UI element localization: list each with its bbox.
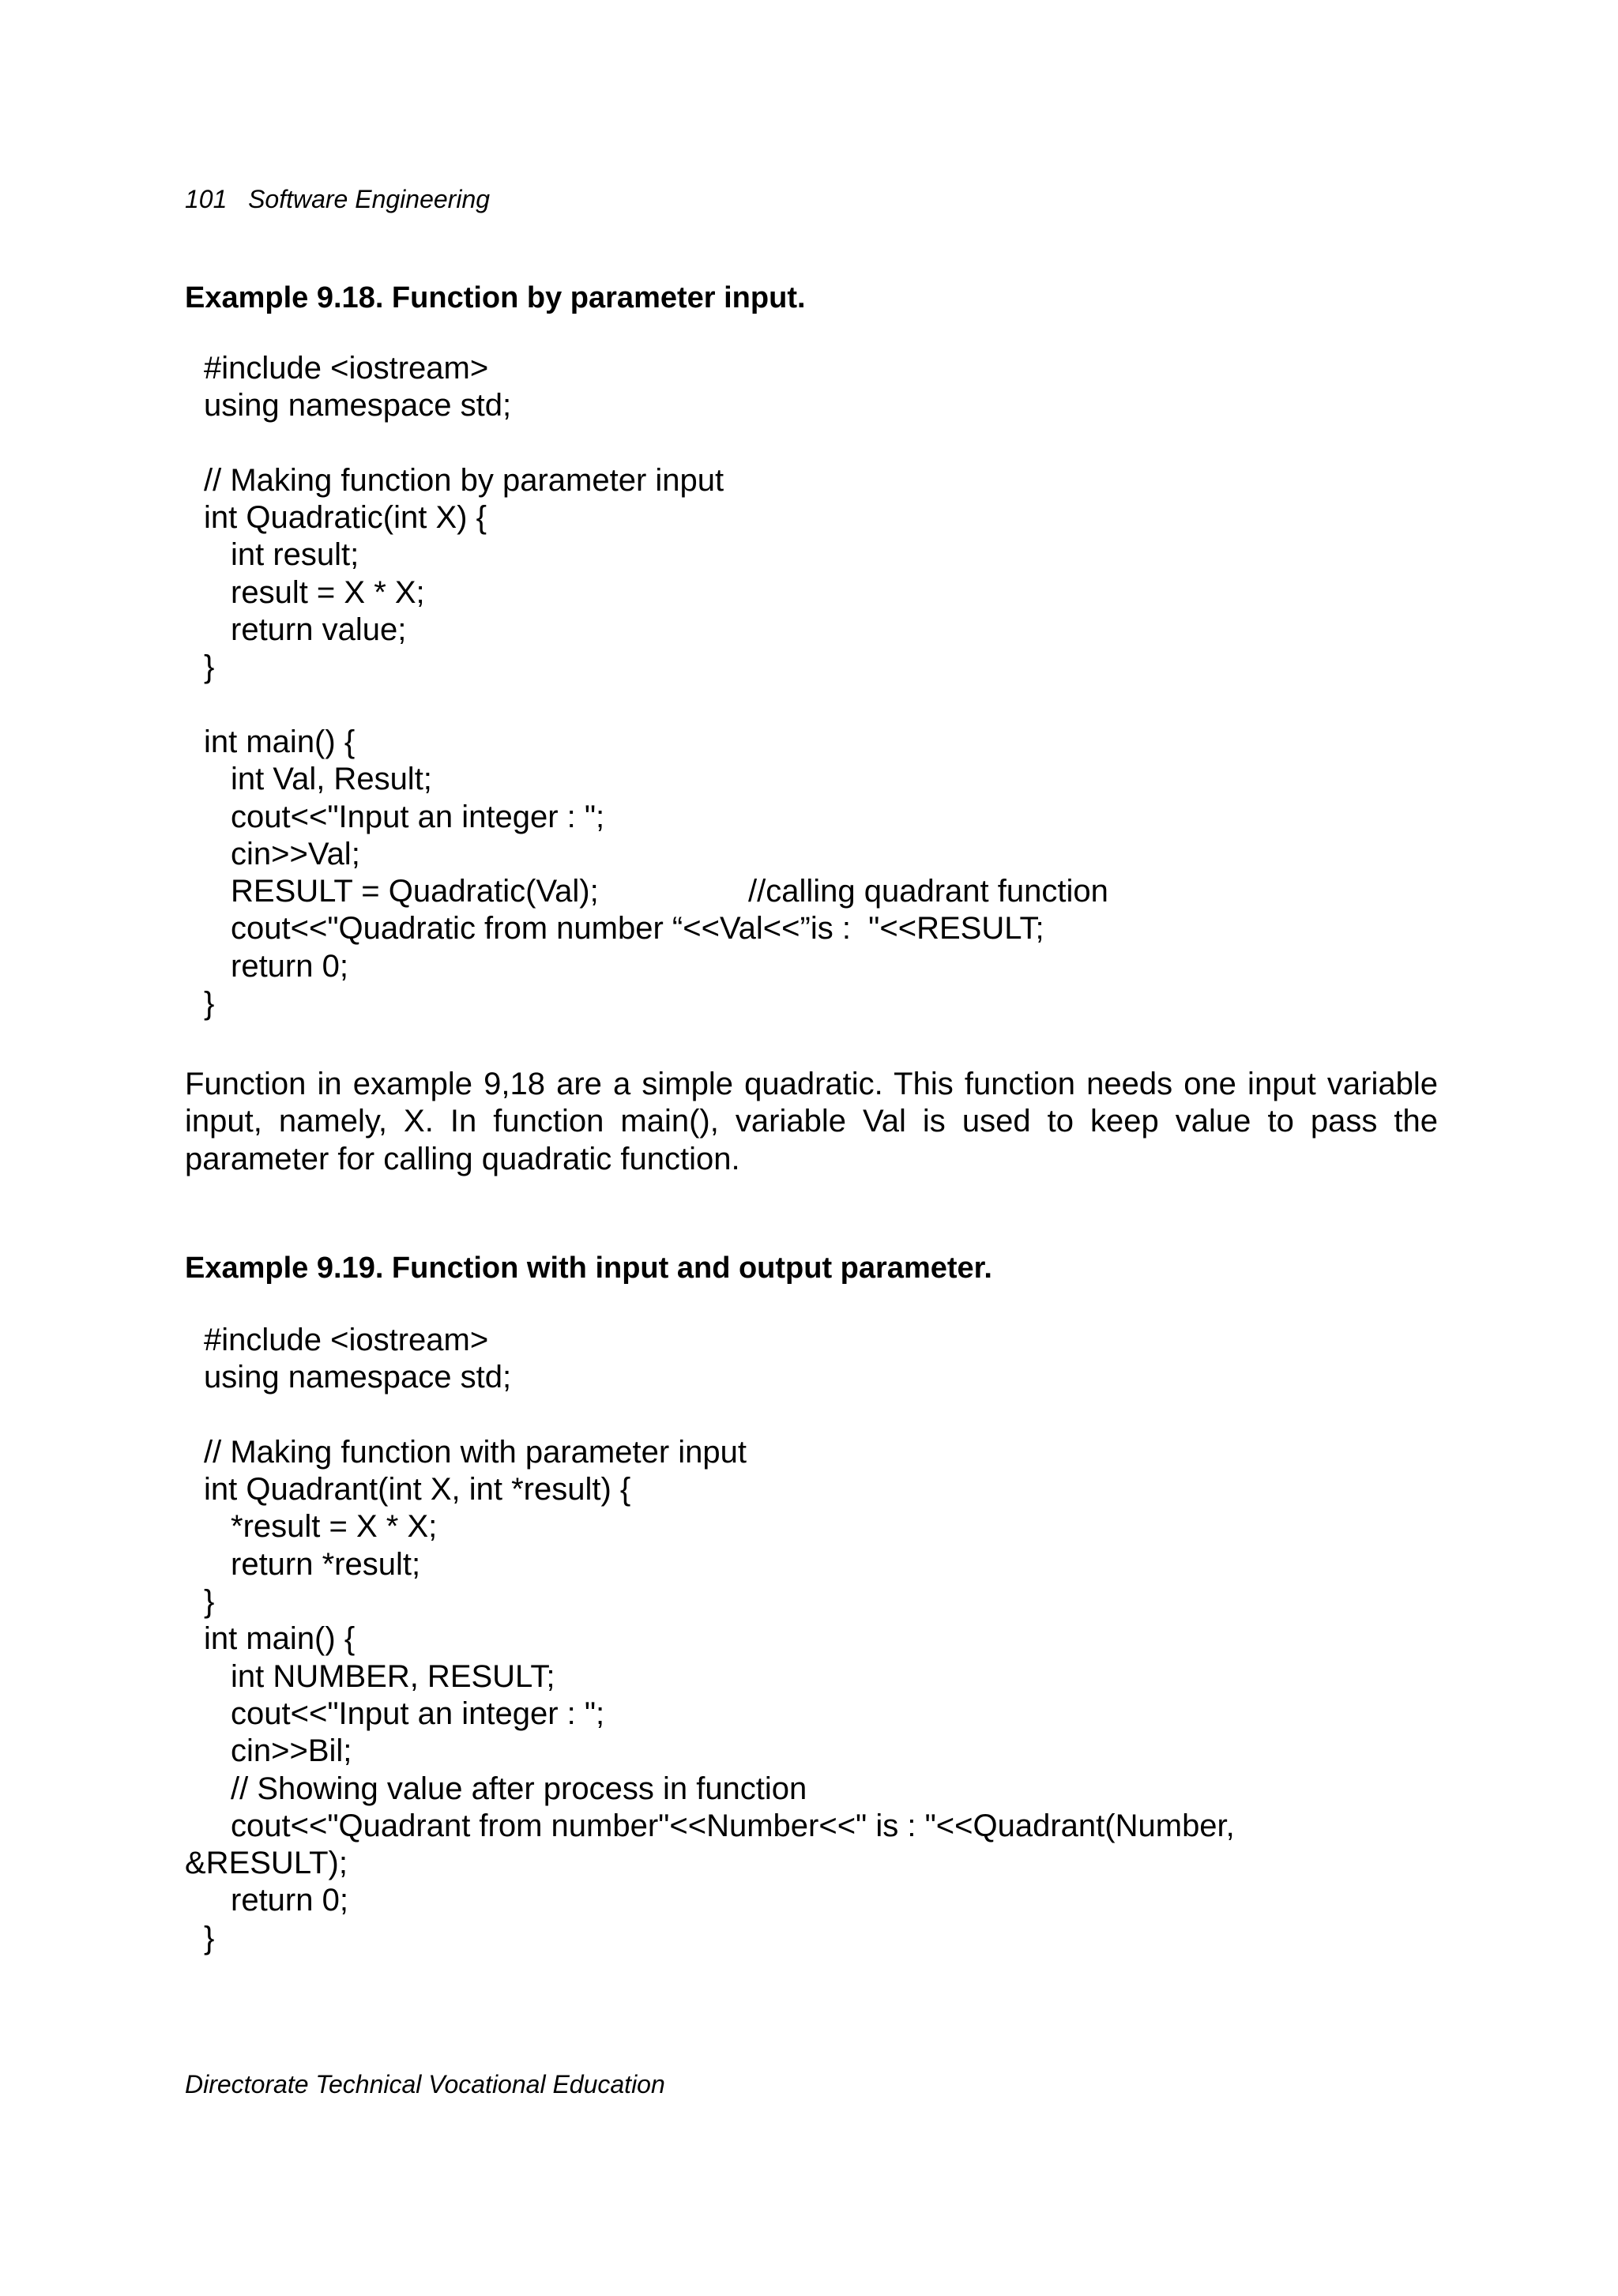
code-block: [185, 1322, 1496, 1957]
code-line: }: [204, 1584, 215, 1620]
code-line: return *result;: [231, 1546, 421, 1582]
page-number: 101: [185, 185, 228, 213]
code-line: }: [204, 986, 215, 1022]
code-comment: // Making function by parameter input: [204, 462, 724, 498]
code-line: *result = X * X;: [231, 1509, 438, 1545]
code-line: return value;: [231, 612, 407, 648]
code-line: }: [204, 649, 215, 685]
code-line: cin>>Val;: [231, 836, 360, 871]
code-line: int main() {: [204, 1621, 356, 1657]
code-line: int result;: [231, 537, 359, 573]
code-line: using namespace std;: [204, 388, 512, 423]
body-paragraph: Function in example 9,18 are a simple quadratic. This function needs one input variable input, namely, X. In function main(), variable Val is used to keep value to pass the parameter for calling quadratic function.: [185, 1067, 1438, 1176]
code-line: cout<<"Quadrant from number"<<Number<<" is : "<<Quadrant(Number,: [231, 1808, 1235, 1843]
code-line: int Quadratic(int X) {: [204, 500, 487, 536]
code-block: [185, 350, 1496, 1022]
code-line: [185, 425, 1496, 462]
code-line: &RESULT);: [185, 1846, 348, 1881]
code-line: int Quadrant(int X, int *result) {: [204, 1472, 631, 1507]
example-title: Example 9.18. Function by parameter input.: [185, 281, 806, 314]
page-header: [185, 183, 490, 215]
code-line: [185, 1397, 1496, 1434]
code-line: using namespace std;: [204, 1360, 512, 1395]
code-line: cout<<"Quadratic from number “<<Val<<”is : "<<RESULT;: [231, 911, 1044, 947]
code-line: int Val, Result;: [231, 762, 432, 797]
book-title: Software Engineering: [248, 185, 491, 213]
inline-comment: //calling quadrant function: [748, 874, 1108, 909]
code-line: return 0;: [231, 1883, 348, 1918]
code-line: [185, 687, 1496, 724]
code-line: cout<<"Input an integer : ";: [231, 1696, 605, 1731]
code-line: }: [204, 1920, 215, 1955]
code-comment: // Showing value after process in function: [231, 1771, 807, 1806]
code-line-with-comment: [185, 873, 1496, 910]
code-comment: // Making function with parameter input: [204, 1434, 747, 1470]
example-title: Example 9.19. Function with input and output parameter.: [185, 1252, 992, 1285]
code-line: int NUMBER, RESULT;: [231, 1658, 555, 1694]
code-line: result = X * X;: [231, 574, 425, 610]
code-line: cout<<"Input an integer : ";: [231, 799, 605, 834]
page-footer: Directorate Technical Vocational Education: [185, 2070, 665, 2098]
code-line: cin>>Bil;: [231, 1733, 352, 1769]
code-line: int main() {: [204, 724, 356, 759]
code-line: #include <iostream>: [204, 1323, 489, 1357]
code-statement: RESULT = Quadratic(Val);: [231, 874, 599, 909]
code-line: return 0;: [231, 948, 348, 984]
code-line: #include <iostream>: [204, 351, 489, 386]
